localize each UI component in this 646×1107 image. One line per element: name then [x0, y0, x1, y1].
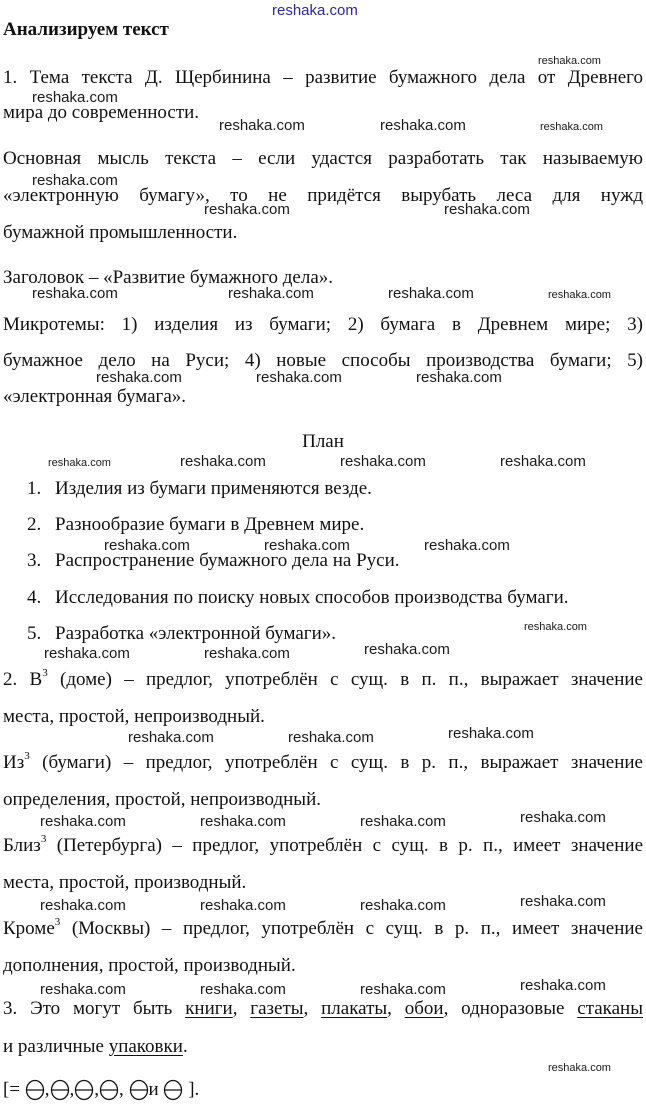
- watermark: reshaka.com: [200, 813, 286, 830]
- q3-line-2: и различные упаковки.: [3, 1036, 188, 1057]
- plan-item: 1. Изделия из бумаги применяются везде.: [27, 478, 372, 499]
- watermark: reshaka.com: [360, 897, 446, 914]
- watermark: reshaka.com: [180, 453, 266, 470]
- watermark: reshaka.com: [520, 977, 606, 994]
- watermark-top: reshaka.com: [272, 2, 358, 19]
- heading-line: Заголовок – «Развитие бумажного дела».: [3, 267, 334, 288]
- preposition-krome-line-2: дополнения, простой, производный.: [3, 955, 296, 976]
- watermark: reshaka.com: [40, 813, 126, 830]
- microtopics-line-1: Микротемы: 1) изделия из бумаги; 2) бумага в Древнем мире; 3): [3, 314, 643, 335]
- plan-item: 2. Разнообразие бумаги в Древнем мире.: [27, 514, 365, 535]
- plan-item: 3. Распространение бумажного дела на Руси.: [27, 550, 400, 571]
- watermark: reshaka.com: [416, 369, 502, 386]
- subject-scheme-formula: [= , , , , и ].: [3, 1079, 200, 1100]
- watermark: reshaka.com: [128, 729, 214, 746]
- subject-oval-icon: [163, 1079, 183, 1101]
- underlined-word: упаковки: [108, 1036, 183, 1057]
- subject-oval-icon: [129, 1079, 149, 1101]
- underlined-word: стаканы: [577, 998, 643, 1019]
- watermark: reshaka.com: [104, 537, 190, 554]
- main-idea-line-2: «электронную бумагу», то не придётся вырубать леса для нужд: [3, 185, 643, 206]
- watermark: reshaka.com: [204, 201, 290, 218]
- watermark: reshaka.com: [44, 645, 130, 662]
- watermark: reshaka.com: [538, 55, 601, 67]
- watermark: reshaka.com: [40, 981, 126, 998]
- theme-line-1: 1. Тема текста Д. Щербинина – развитие бумажного дела от Древнего: [3, 67, 643, 88]
- watermark: reshaka.com: [444, 201, 530, 218]
- subject-oval-icon: [99, 1079, 119, 1101]
- watermark: reshaka.com: [424, 537, 510, 554]
- watermark: reshaka.com: [540, 121, 603, 133]
- watermark: reshaka.com: [360, 813, 446, 830]
- preposition-iz-line-1: $Из^3$ (бумаги) – предлог, употреблён с сущ. в р. п., выражает значение: [3, 749, 643, 773]
- plan-item: 4. Исследования по поиску новых способов производства бумаги.: [27, 587, 569, 608]
- watermark: reshaka.com: [264, 537, 350, 554]
- main-idea-line-3: бумажной промышленности.: [3, 222, 238, 243]
- watermark: reshaka.com: [40, 897, 126, 914]
- watermark: reshaka.com: [32, 172, 118, 189]
- underlined-word: плакаты: [321, 998, 388, 1019]
- subject-oval-icon: [74, 1079, 94, 1101]
- plan-title: План: [302, 431, 344, 452]
- watermark: reshaka.com: [219, 117, 305, 134]
- microtopics-line-3: «электронная бумага».: [3, 386, 186, 407]
- preposition-bliz-line-2: места, простой, производный.: [3, 872, 247, 893]
- watermark: reshaka.com: [256, 369, 342, 386]
- watermark: reshaka.com: [360, 981, 446, 998]
- preposition-v-line-2: места, простой, непроизводный.: [3, 706, 265, 727]
- watermark: reshaka.com: [200, 897, 286, 914]
- theme-line-2: мира до современности.: [3, 102, 200, 123]
- underlined-word: газеты: [250, 998, 304, 1019]
- watermark: reshaka.com: [288, 729, 374, 746]
- watermark: reshaka.com: [520, 809, 606, 826]
- watermark: reshaka.com: [548, 1062, 611, 1074]
- watermark: reshaka.com: [96, 369, 182, 386]
- watermark: reshaka.com: [364, 641, 450, 658]
- watermark: reshaka.com: [388, 285, 474, 302]
- watermark: reshaka.com: [32, 285, 118, 302]
- watermark: reshaka.com: [340, 453, 426, 470]
- preposition-bliz-line-1: Близ$^3$ (Петербурга) – предлог, употреблён с сущ. в р. п., имеет значение: [3, 832, 643, 856]
- subject-oval-icon: [50, 1079, 70, 1101]
- preposition-iz-line-2: определения, простой, непроизводный.: [3, 789, 321, 810]
- watermark: reshaka.com: [204, 645, 290, 662]
- watermark: reshaka.com: [32, 89, 118, 106]
- preposition-v-line-1: 2. $В^3$ (доме) – предлог, употреблён с сущ. в п. п., выражает значение: [3, 666, 643, 690]
- subject-oval-icon: [25, 1079, 45, 1101]
- watermark: reshaka.com: [448, 725, 534, 742]
- q3-line-1: 3. Это могут быть книги, газеты, плакаты, обои, одноразовые стаканы: [3, 998, 643, 1019]
- watermark: reshaka.com: [548, 289, 611, 301]
- page-title: Анализируем текст: [3, 19, 169, 40]
- watermark: reshaka.com: [520, 893, 606, 910]
- watermark: reshaka.com: [200, 981, 286, 998]
- main-idea-line-1: Основная мысль текста – если удастся разработать так называемую: [3, 148, 643, 169]
- microtopics-line-2: бумажное дело на Руси; 4) новые способы производства бумаги; 5): [3, 350, 643, 371]
- plan-item: 5. Разработка «электронной бумаги».: [27, 623, 337, 644]
- watermark: reshaka.com: [228, 285, 314, 302]
- watermark: reshaka.com: [48, 457, 111, 469]
- underlined-word: книги: [185, 998, 233, 1019]
- watermark: reshaka.com: [524, 621, 587, 633]
- watermark: reshaka.com: [380, 117, 466, 134]
- preposition-krome-line-1: Кроме$^3$ (Москвы) – предлог, употреблён с сущ. в р. п., имеет значение: [3, 915, 643, 939]
- watermark: reshaka.com: [500, 453, 586, 470]
- underlined-word: обои: [404, 998, 444, 1019]
